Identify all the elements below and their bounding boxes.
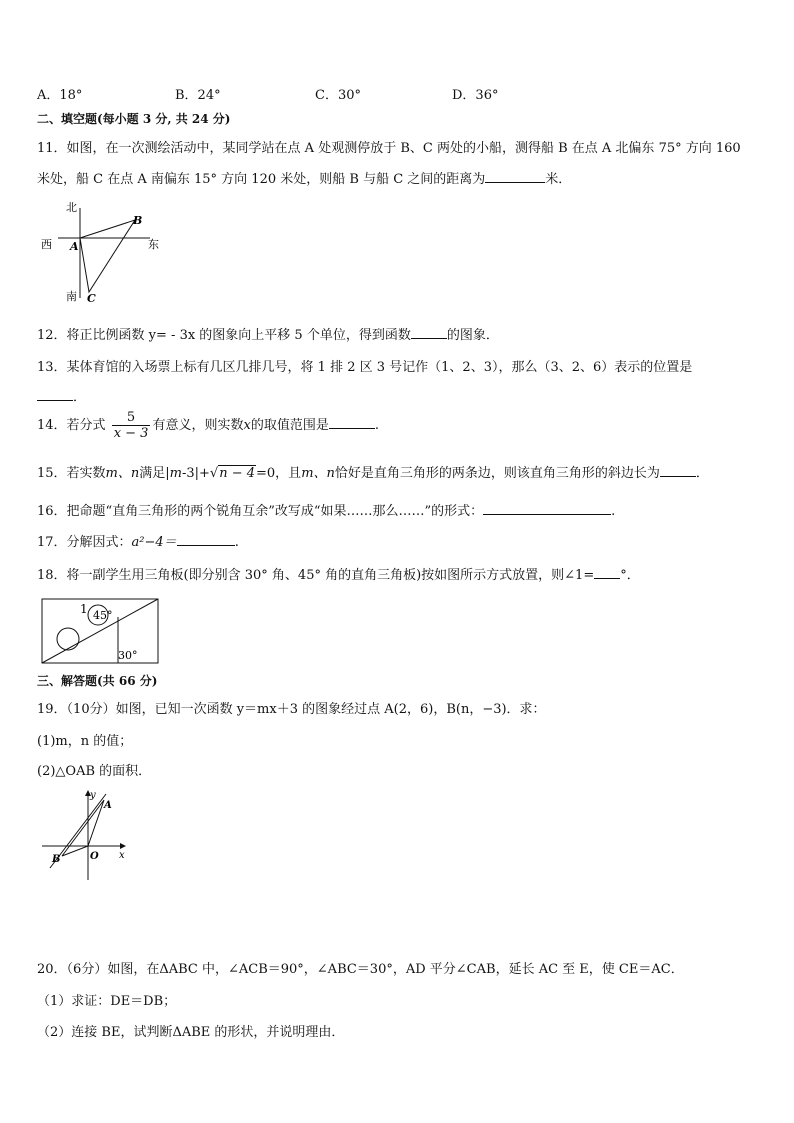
q12-end: 的图象． [446,328,499,343]
q14-fraction [112,410,151,441]
q18-figure [38,593,164,667]
q12-text: 12．将正比例函数 y= - 3x 的图象向上平移 5 个单位，得到函数 [37,328,411,343]
label-y: y [90,790,96,801]
x-axis-arrow [120,843,126,849]
q19-part1: (1)m，n 的值； [37,734,133,749]
q15-vars2: m、n [301,466,335,481]
q15-mid1: 满足| [139,466,170,481]
label-a: A [70,240,79,253]
label-c: C [87,292,96,305]
q15-mid2: =0，且 [256,466,302,481]
q17-answer-blank [177,532,235,546]
q17-end: . [234,535,239,550]
q19-part2: (2)△OAB 的面积． [37,764,152,779]
q13-answer-blank [37,387,73,401]
q16-answer-blank [483,501,611,515]
q18-end: °． [620,568,640,583]
q15-vars: m、n [105,466,140,481]
choice-c: C．30° [315,88,361,103]
q14-suffix: 的取值范围是 [250,418,329,433]
triangle-oab [62,800,104,856]
label-b: B [52,854,61,865]
q15-abs: -3|+ [181,466,210,481]
q19-line1: 19．（10分）如图，已知一次函数 y＝mx＋3 的图象经过点 A(2，6)，B(n，−3)．求： [37,702,546,717]
q14-end: . [374,418,379,433]
q11-figure [38,198,168,308]
choice-a: A．18° [37,88,83,103]
q17-text: 17．分解因式： [37,535,132,550]
q13-end: ． [73,390,87,405]
q13-answer [37,386,86,405]
triangle-abc [80,220,135,292]
q15-suffix: 恰好是直角三角形的两条边，则该直角三角形的斜边长为 [334,466,660,481]
q15-m: m [169,466,182,481]
label-o: O [90,851,99,862]
angle-45-label: 45° [93,609,113,622]
q11-answer-blank [485,169,545,183]
q12-answer-blank [411,325,447,339]
hole-left [57,628,79,650]
section2-heading: 二、填空题(每小题 3 分, 共 24 分) [37,112,231,126]
label-north: 北 [66,201,77,214]
q18-answer-blank [594,565,620,579]
q11-line2 [37,168,571,187]
q14-numerator: 5 [112,410,151,426]
q15-sqrt: n − 4 [219,466,256,481]
q14-mid: 有意义，则实数 [152,418,244,433]
q20-line1: 20．（6分）如图，在ΔABC 中，∠ACB＝90°，∠ABC＝30°，AD 平分∠CAB，延长 AC 至 E，使 CE＝AC． [37,962,684,977]
angle-30-label: 30° [118,649,138,662]
label-b: B [133,214,143,227]
q14 [37,410,379,441]
q11-line1: 11．如图，在一次测绘活动中，某同学站在点 A 处观测停放于 B、C 两处的小船，测得船 B 在点 A 北偏东 75° 方向 160 [37,141,741,156]
q11-line2-end: 米． [545,172,572,187]
q15: 15．若实数m、n满足|m-3|+√n − 4=0，且m、n恰好是直角三角形的两条边，则该直角三角形的斜边长为 ． [37,462,709,481]
q16-text: 16．把命题“直角三角形的两个锐角互余”改写成“如果……那么……”的形式： [37,504,484,519]
q14-prefix: 14．若分式 [37,418,106,433]
q20-part1: （1）求证：DE＝DB； [37,994,177,1009]
q15-prefix: 15．若实数 [37,466,106,481]
q18 [37,564,640,583]
q20-part2: （2）连接 BE，试判断ΔABE 的形状，并说明理由． [37,1025,345,1040]
label-west: 西 [41,238,52,251]
label-x: x [119,850,125,861]
choice-b: B．24° [175,88,221,103]
label-south: 南 [66,290,77,303]
q11-line2-text: 米处，船 C 在点 A 南偏东 15° 方向 120 米处，则船 B 与船 C 之间的距离为 [37,172,486,187]
choice-d: D．36° [452,88,499,103]
q14-var: x [243,418,251,433]
q15-end: ． [695,466,709,481]
label-a: A [104,800,112,811]
q13-text: 13．某体育馆的入场票上标有几区几排几号，将 1 排 2 区 3 号记作（1、2、3），那么（3、2、6）表示的位置是 [37,360,693,375]
q17 [37,531,239,550]
q12 [37,324,499,343]
label-east: 东 [148,238,159,251]
q14-denominator: x − 3 [113,426,149,441]
q14-answer-blank [329,415,375,429]
q17-expr: a²−4＝ [131,535,177,550]
q15-answer-blank [660,463,696,477]
section3-heading: 三、解答题(共 66 分) [37,674,158,688]
q16 [37,500,615,519]
angle-1-label: 1 [80,602,88,616]
q19-figure [38,786,138,884]
q16-end: . [611,504,616,519]
q18-text: 18．将一副学生用三角板(即分别含 30° 角、45° 角的直角三角板)按如图所示方式放置，则∠1= [37,568,595,583]
